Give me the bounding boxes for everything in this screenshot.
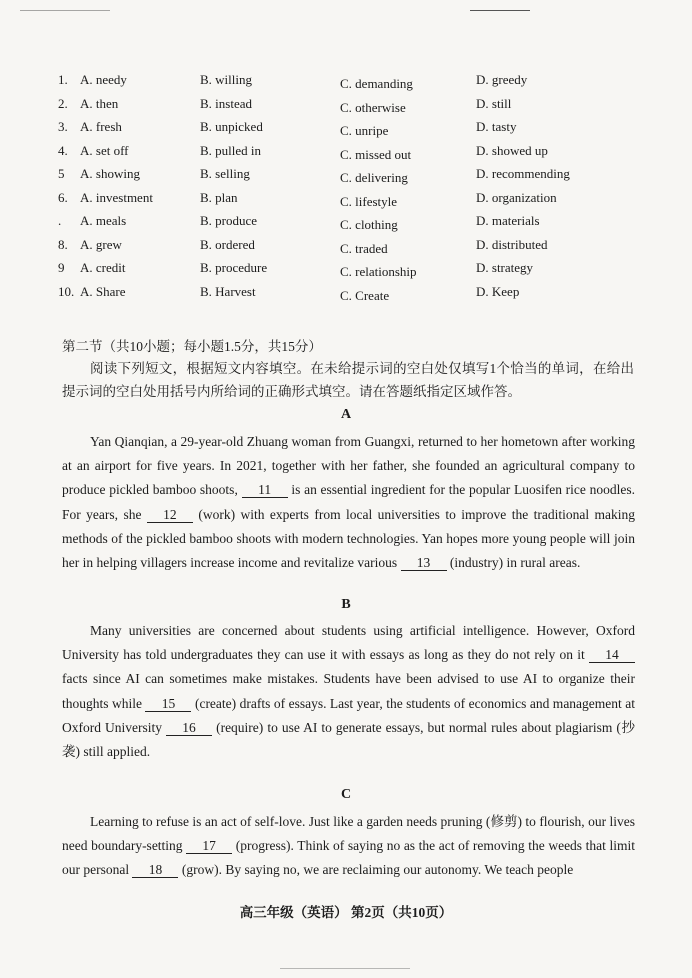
question-number: 1. (58, 72, 68, 87)
option-row (58, 213, 658, 237)
blank-17: 17 (186, 838, 232, 854)
option-b: B. procedure (200, 260, 268, 275)
scan-mark-top-right (470, 10, 530, 11)
passage-b: Many universities are concerned about students using artificial intelligence. However, Oxford University has told undergraduates they can use it with essays as long as they do not rely on it 14 facts since AI can sometimes make mistakes. Students have been advised to use AI to organize their thoughts while 15 (create) drafts of essays. Last year, the students of economics and management at Oxford University 16 (require) to use AI to generate essays, but normal rules about plagiarism (抄袭) still applied. (62, 623, 636, 760)
option-b: B. willing (200, 72, 253, 87)
scan-mark-bottom (280, 968, 410, 969)
question-number: 6. (58, 189, 68, 205)
option-c: C. demanding (340, 76, 413, 91)
question-number: 4. (58, 142, 68, 158)
option-row (58, 237, 658, 261)
option-a: A. showing (80, 166, 140, 181)
question-number: 8. (58, 236, 68, 252)
blank-14: 14 (589, 647, 635, 663)
question-number: 3. (58, 119, 68, 134)
option-b: B. instead (200, 95, 252, 111)
option-c: C. Create (340, 287, 390, 303)
blank-16: 16 (166, 720, 212, 736)
option-c: C. lifestyle (340, 193, 398, 209)
option-row (58, 119, 658, 143)
option-d: D. tasty (476, 119, 517, 134)
passage-a: Yan Qianqian, a 29-year-old Zhuang woman from Guangxi, returned to her hometown after working at an airport for five years. In 2021, together with her father, she founded an agricultural company to produce pickled bamboo shoots, 11 is an essential ingredient for the popular Luosifen rice noodles. For years, she 12 (work) with experts from local universities to improve the traditional making methods of the pickled bamboo shoots with modern technologies. Yan hopes more young people will join her in helping villagers increase income and revitalize various 13 (industry) in rural areas. (62, 434, 636, 571)
option-a: A. investment (80, 189, 153, 205)
blank-12: 12 (147, 507, 193, 523)
option-b: B. unpicked (200, 119, 263, 134)
option-d: D. still (476, 95, 512, 111)
question-number: 9 (58, 260, 65, 275)
option-d: D. organization (476, 189, 557, 205)
option-c: C. missed out (340, 146, 412, 162)
option-b: B. selling (200, 166, 250, 181)
option-b: B. pulled in (200, 142, 262, 158)
option-d: D. showed up (476, 142, 548, 158)
section-instructions: 阅读下列短文，根据短文内容填空。在未给提示词的空白处仅填写1个恰当的单词，在给出提示词的空白处用括号内所给词的正确形式填空。请在答题纸指定区域作答。 (62, 361, 634, 399)
option-a: A. set off (80, 142, 129, 158)
option-c: C. relationship (340, 264, 417, 279)
question-number: . (58, 213, 62, 228)
option-b: B. produce (200, 213, 258, 228)
option-a: A. grew (80, 236, 122, 252)
blank-13: 13 (401, 555, 447, 571)
section-heading: 第二节（共10小题；每小题1.5分，共15分） (62, 339, 322, 354)
option-row (58, 96, 658, 120)
option-a: A. credit (80, 260, 126, 275)
option-d: D. strategy (476, 260, 534, 275)
option-row (58, 166, 658, 190)
passage-a-title: A (340, 407, 352, 422)
scan-mark-top-left (20, 10, 110, 11)
option-c: C. delivering (340, 170, 408, 185)
option-row (58, 260, 658, 284)
passage-b-title: B (341, 597, 351, 612)
page-footer: 高三年级（英语） 第2页（共10页） (239, 905, 453, 920)
option-d: D. materials (476, 213, 540, 228)
option-b: B. plan (200, 189, 238, 205)
option-b: B. ordered (200, 236, 255, 252)
option-c: C. unripe (340, 123, 389, 138)
options-table (58, 72, 658, 307)
blank-11: 11 (242, 482, 288, 498)
option-row (58, 190, 658, 214)
option-d: D. distributed (476, 236, 548, 252)
question-number: 10. (58, 283, 75, 299)
option-b: B. Harvest (200, 283, 256, 299)
option-c: C. otherwise (340, 99, 406, 115)
option-d: D. recommending (476, 166, 570, 181)
question-number: 5 (58, 166, 65, 181)
blank-15: 15 (145, 696, 191, 712)
blank-18: 18 (132, 862, 178, 878)
passage-c: Learning to refuse is an act of self-love. Just like a garden needs pruning (修剪) to flourish, our lives need boundary-setting 17 (progress). Think of saying no as the act of removing the weeds that limit our personal 18 (grow). By saying no, we are reclaiming our autonomy. We teach people (62, 814, 635, 878)
option-a: A. then (80, 95, 119, 111)
option-row (58, 143, 658, 167)
option-row (58, 284, 658, 308)
option-a: A. meals (80, 213, 127, 228)
option-row (58, 72, 658, 96)
option-d: D. greedy (476, 72, 528, 87)
option-a: A. needy (80, 72, 127, 87)
question-number: 2. (58, 95, 68, 111)
option-d: D. Keep (476, 283, 520, 299)
option-a: A. Share (80, 283, 126, 299)
option-c: C. clothing (340, 217, 398, 232)
option-c: C. traded (340, 240, 388, 256)
option-a: A. fresh (80, 119, 122, 134)
passage-c-title: C (340, 787, 352, 802)
